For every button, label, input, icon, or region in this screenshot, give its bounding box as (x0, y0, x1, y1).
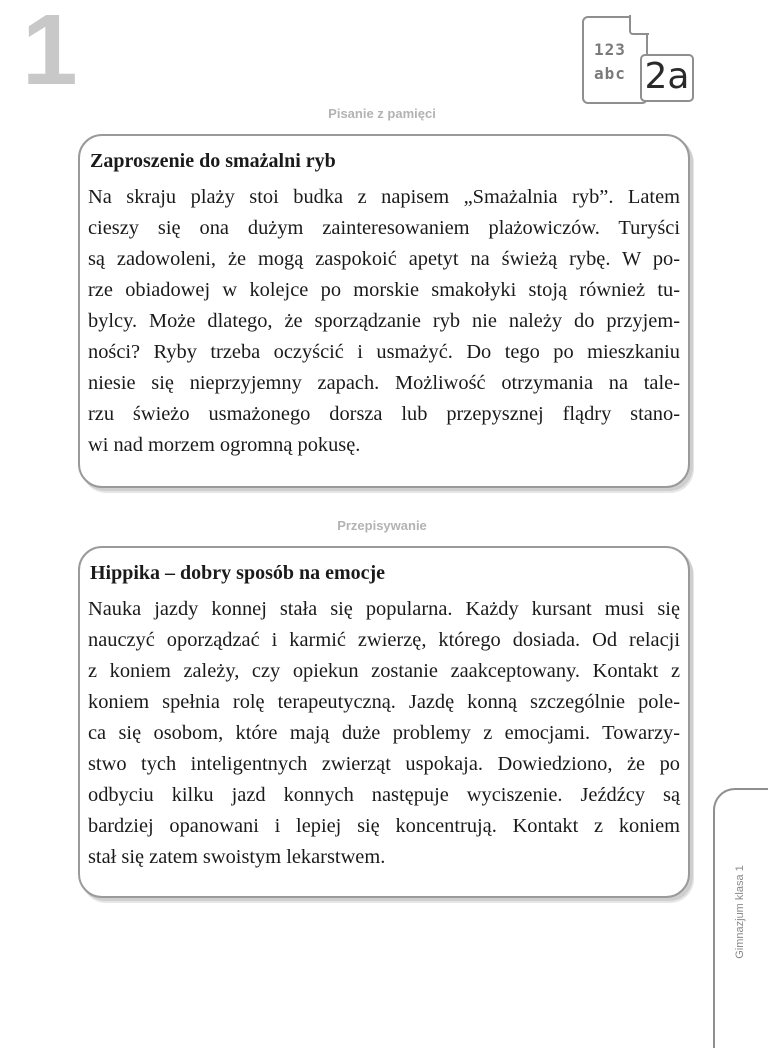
text-line: cieszy się ona dużym zainteresowaniem plażowiczów. Turyści (88, 217, 680, 239)
text-line: ności? Ryby trzeba oczyścić i usmażyć. Do tego po mieszkaniu (88, 341, 680, 363)
text-line: stał się zatem swoistym lekarstwem. (88, 846, 386, 868)
text-line: odbyciu kilku jazd konnych następuje wyciszenie. Jeźdźcy są (88, 784, 680, 806)
text-line: wi nad morzem ogromną pokusę. (88, 434, 361, 456)
text-line: rzu świeżo usmażonego dorsza lub przepysznej flądry stano- (88, 403, 680, 425)
text-line: Nauka jazdy konnej stała się popularna. Każdy kursant musi się (88, 598, 680, 620)
level-badge: 2a (640, 54, 694, 102)
text-line: stwo tych inteligentnych zwierząt uspokaja. Dowiedziono, że po (88, 753, 680, 775)
text-line: ca się osobom, które mają duże problemy z emocjami. Towarzy- (88, 722, 680, 744)
side-tab-label: Gimnazjum klasa 1 (734, 865, 746, 959)
section-label-memory-writing: Pisanie z pamięci (328, 106, 436, 121)
folded-corner-icon (629, 15, 649, 35)
card-icon (582, 16, 648, 104)
writing-exercise-icon (580, 14, 696, 106)
page-number: 1 (22, 0, 76, 106)
text-line: rze obiadowej w kolejce po morskie smakołyki stoją również tu- (88, 279, 680, 301)
text-line: niesie się nieprzyjemny zapach. Możliwość otrzymania na tale- (88, 372, 680, 394)
text-title: Hippika – dobry sposób na emocje (90, 562, 386, 584)
text-line: nauczyć oporządzać i karmić zwierzę, którego dosiada. Od relacji (88, 629, 680, 651)
text-line: są zadowoleni, że mogą zaspokoić apetyt na świeżą rybę. W po- (88, 248, 680, 270)
text-line: bardziej opanowani i lepiej się koncentrują. Kontakt z koniem (88, 815, 680, 837)
text-line: z koniem zależy, czy opiekun zostanie zaakceptowany. Kontakt z (88, 660, 680, 682)
text-title: Zaproszenie do smażalni ryb (90, 150, 336, 172)
text-box-horse-riding (78, 546, 690, 898)
text-line: bylcy. Może dlatego, że sporządzanie ryb nie należy do przyjem- (88, 310, 680, 332)
text-line: Na skraju plaży stoi budka z napisem „Smażalnia ryb”. Latem (88, 186, 680, 208)
text-line: koniem spełnia rolę terapeutyczną. Jazdę konną szczególnie pole- (88, 691, 680, 713)
icon-letters: abc (594, 64, 626, 83)
text-box-fish-fry (78, 134, 690, 488)
section-label-copying: Przepisywanie (337, 518, 427, 533)
icon-numbers: 123 (594, 40, 626, 59)
